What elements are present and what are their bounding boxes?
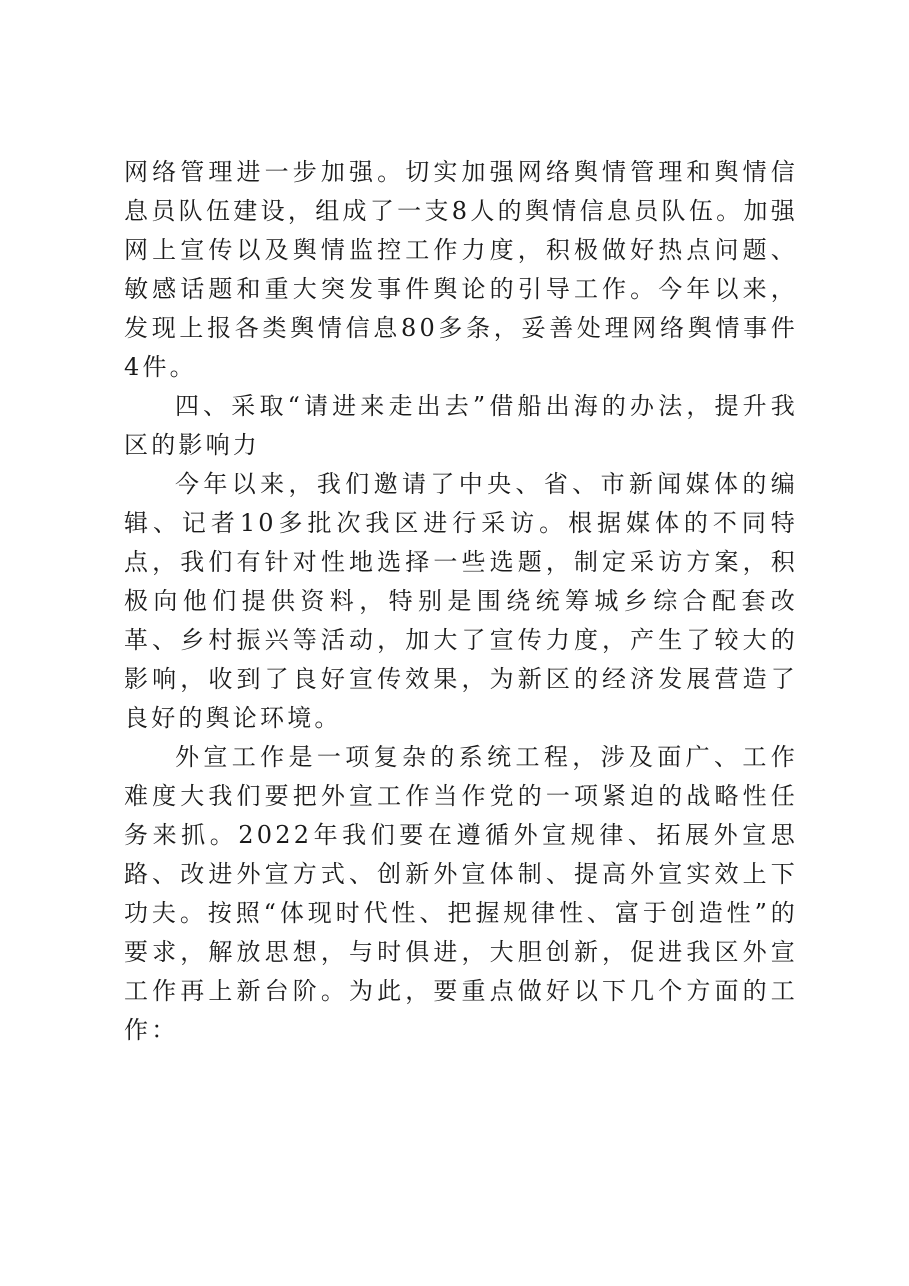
paragraph-network-management: 网络管理进一步加强。切实加强网络舆情管理和舆情信息员队伍建设，组成了一支8人的舆情信息员队伍。加强网上宣传以及舆情监控工作力度，积极做好热点问题、敏感话题和重大突发事件舆论的引导工作。今年以来，发现上报各类舆情信息80多条，妥善处理网络舆情事件4件。: [124, 158, 798, 381]
paragraph-media-interviews: 今年以来，我们邀请了中央、省、市新闻媒体的编辑、记者10多批次我区进行采访。根据媒体的不同特点，我们有针对性地选择一些选题，制定采访方案，积极向他们提供资料，特别是围绕统筹城乡综合配套改革、乡村振兴等活动，加大了宣传力度，产生了较大的影响，收到了良好宣传效果，为新区的经济发展营造了良好的舆论环境。: [124, 470, 798, 732]
section-heading-influence: 四、采取“请进来走出去”借船出海的办法，提升我区的影响力: [124, 392, 798, 459]
paragraph-work-plan-2022: 外宣工作是一项复杂的系统工程，涉及面广、工作难度大我们要把外宣工作当作党的一项紧迫的战略性任务来抓。2022年我们要在遵循外宣规律、拓展外宣思路、改进外宣方式、创新外宣体制、提高外宣实效上下功夫。按照“体现时代性、把握规律性、富于创造性”的要求，解放思想，与时俱进，大胆创新，促进我区外宣工作再上新台阶。为此，要重点做好以下几个方面的工作：: [124, 743, 798, 1044]
document-body: [124, 153, 798, 1050]
